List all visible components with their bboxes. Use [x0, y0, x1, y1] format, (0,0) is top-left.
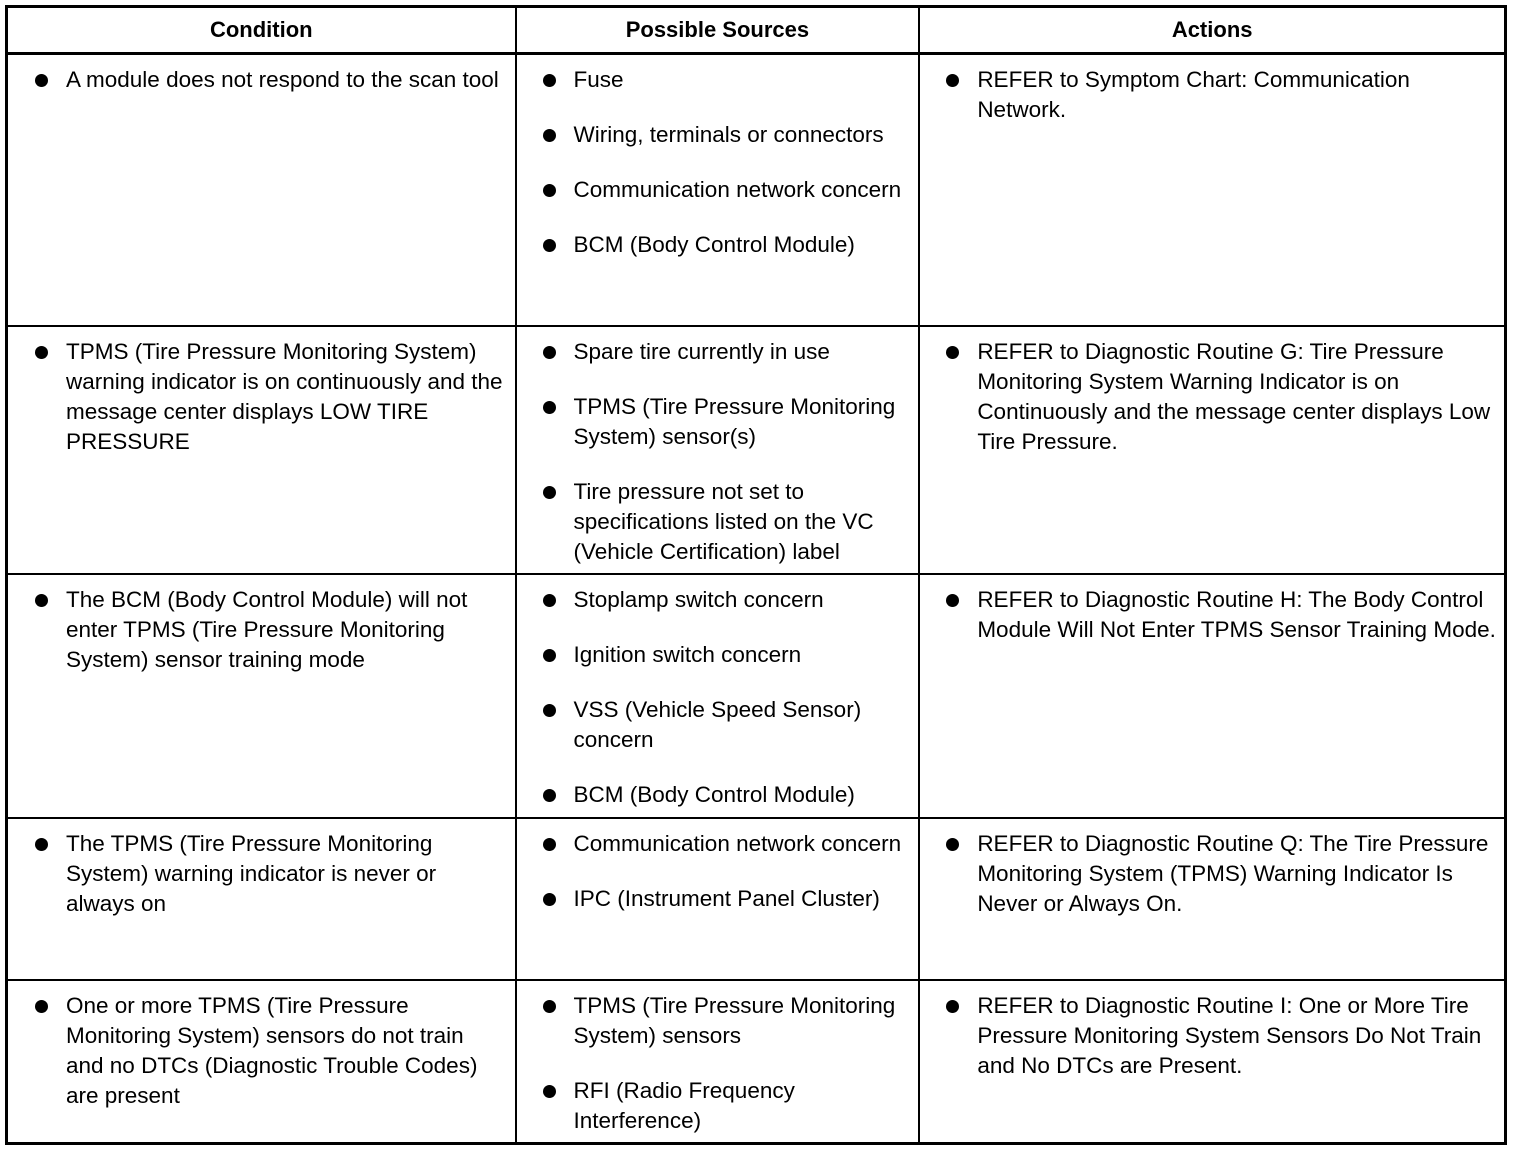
condition-cell: [7, 574, 516, 818]
list-item: The BCM (Body Control Module) will not enter TPMS (Tire Pressure Monitoring System) sensor training mode: [8, 585, 507, 675]
list-item: TPMS (Tire Pressure Monitoring System) sensor(s): [517, 392, 911, 452]
list-item: Fuse: [517, 65, 911, 95]
header-condition: Condition: [7, 7, 516, 54]
sources-cell: [516, 818, 920, 980]
header-possible-sources: Possible Sources: [516, 7, 920, 54]
actions-cell: [919, 818, 1505, 980]
table-row: [7, 980, 1506, 1144]
actions-cell: [919, 326, 1505, 574]
bullet-icon: [543, 594, 556, 607]
list-item: Stoplamp switch concern: [517, 585, 911, 615]
condition-cell: [7, 54, 516, 327]
list-item: TPMS (Tire Pressure Monitoring System) sensors: [517, 991, 911, 1051]
bullet-icon: [543, 401, 556, 414]
sources-cell: [516, 574, 920, 818]
bullet-icon: [543, 893, 556, 906]
list-item: BCM (Body Control Module): [517, 780, 911, 810]
list-item: TPMS (Tire Pressure Monitoring System) warning indicator is on continuously and the message center displays LOW TIRE PRESSURE: [8, 337, 507, 457]
bullet-icon: [543, 74, 556, 87]
bullet-icon: [946, 74, 959, 87]
diagnosis-table: [5, 5, 1507, 1145]
list-item: Tire pressure not set to specifications listed on the VC (Vehicle Certification) label: [517, 477, 911, 567]
table-row: [7, 326, 1506, 574]
bullet-icon: [35, 74, 48, 87]
bullet-icon: [946, 1000, 959, 1013]
bullet-icon: [543, 704, 556, 717]
list-item: RFI (Radio Frequency Interference): [517, 1076, 911, 1136]
table-row: [7, 54, 1506, 327]
list-item: One or more TPMS (Tire Pressure Monitoring System) sensors do not train and no DTCs (Diagnostic Trouble Codes) are present: [8, 991, 507, 1111]
list-item: Communication network concern: [517, 829, 911, 859]
condition-cell: [7, 326, 516, 574]
sources-cell: [516, 54, 920, 327]
bullet-icon: [543, 486, 556, 499]
bullet-icon: [543, 838, 556, 851]
table-row: [7, 818, 1506, 980]
bullet-icon: [543, 239, 556, 252]
bullet-icon: [946, 594, 959, 607]
condition-cell: [7, 818, 516, 980]
list-item: Communication network concern: [517, 175, 911, 205]
sources-cell: [516, 326, 920, 574]
actions-cell: [919, 54, 1505, 327]
list-item: REFER to Diagnostic Routine H: The Body Control Module Will Not Enter TPMS Sensor Training Mode.: [920, 585, 1496, 645]
list-item: REFER to Diagnostic Routine G: Tire Pressure Monitoring System Warning Indicator is on Continuously and the message center displays Low Tire Pressure.: [920, 337, 1496, 457]
list-item: The TPMS (Tire Pressure Monitoring System) warning indicator is never or always on: [8, 829, 507, 919]
bullet-icon: [543, 129, 556, 142]
bullet-icon: [543, 1085, 556, 1098]
bullet-icon: [543, 1000, 556, 1013]
bullet-icon: [946, 838, 959, 851]
bullet-icon: [946, 346, 959, 359]
bullet-icon: [543, 346, 556, 359]
list-item: REFER to Diagnostic Routine I: One or More Tire Pressure Monitoring System Sensors Do Not Train and No DTCs are Present.: [920, 991, 1496, 1081]
bullet-icon: [35, 594, 48, 607]
list-item: Wiring, terminals or connectors: [517, 120, 911, 150]
list-item: IPC (Instrument Panel Cluster): [517, 884, 911, 914]
bullet-icon: [35, 1000, 48, 1013]
bullet-icon: [35, 838, 48, 851]
actions-cell: [919, 574, 1505, 818]
list-item: Ignition switch concern: [517, 640, 911, 670]
condition-cell: [7, 980, 516, 1144]
header-row: [7, 7, 1506, 54]
bullet-icon: [543, 649, 556, 662]
list-item: VSS (Vehicle Speed Sensor) concern: [517, 695, 911, 755]
list-item: Spare tire currently in use: [517, 337, 911, 367]
list-item: A module does not respond to the scan tool: [8, 65, 507, 95]
bullet-icon: [543, 184, 556, 197]
header-actions: Actions: [919, 7, 1505, 54]
bullet-icon: [543, 789, 556, 802]
bullet-icon: [35, 346, 48, 359]
list-item: BCM (Body Control Module): [517, 230, 911, 260]
sources-cell: [516, 980, 920, 1144]
list-item: REFER to Diagnostic Routine Q: The Tire Pressure Monitoring System (TPMS) Warning Indicator Is Never or Always On.: [920, 829, 1496, 919]
list-item: REFER to Symptom Chart: Communication Network.: [920, 65, 1496, 125]
actions-cell: [919, 980, 1505, 1144]
table-row: [7, 574, 1506, 818]
